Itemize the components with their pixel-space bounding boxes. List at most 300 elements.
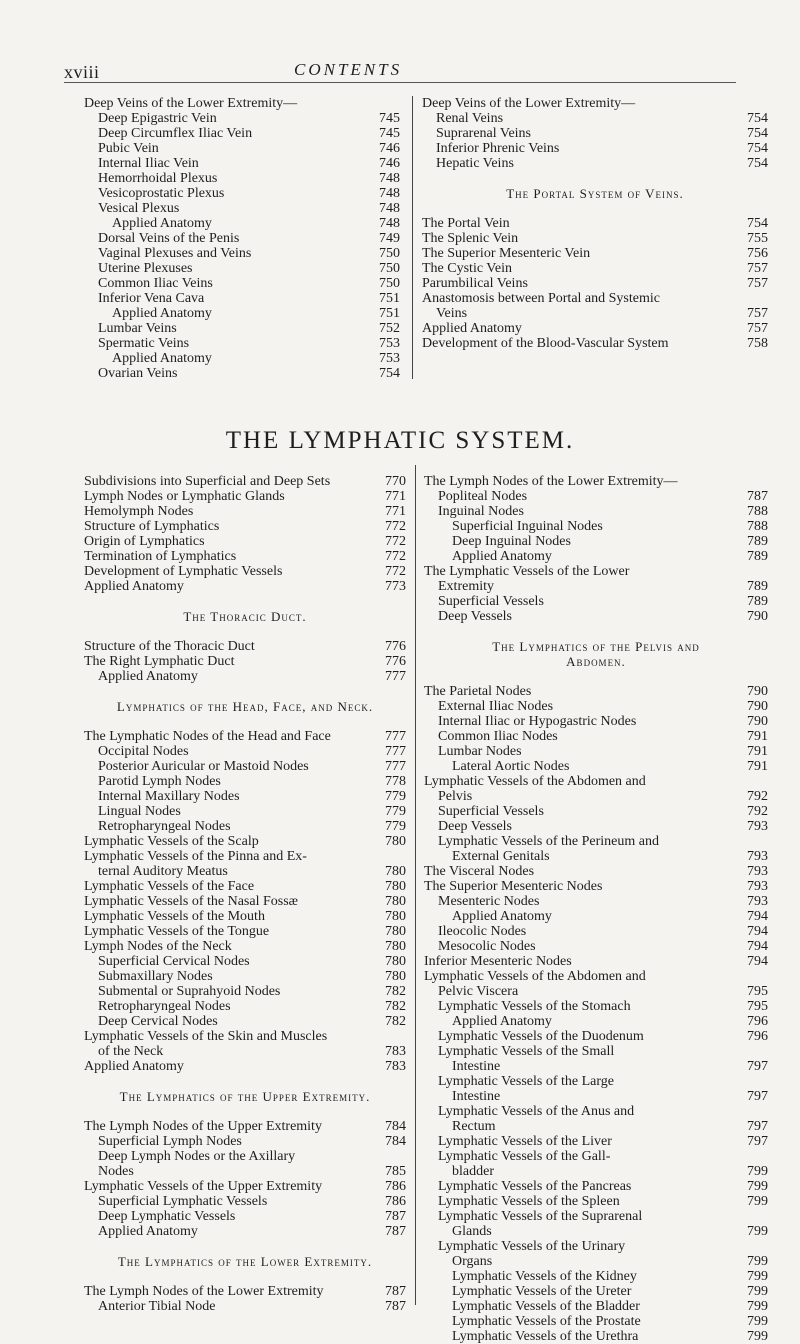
toc-entry-title: Lymph Nodes or Lymphatic Glands (84, 489, 285, 504)
toc-entry-page: 750 (379, 246, 400, 261)
toc-entry (424, 939, 768, 954)
toc-entry-page: 799 (747, 1194, 768, 1209)
toc-entry-title: Anastomosis between Portal and Systemic (422, 291, 660, 306)
toc-entry-title: Lumbar Veins (98, 321, 177, 336)
toc-entry (422, 141, 768, 156)
toc-entry-page: 780 (385, 939, 406, 954)
toc-entry (424, 1059, 768, 1074)
toc-entry (422, 216, 768, 231)
toc-entry-title: Lymphatic Vessels of the Ureter (452, 1284, 632, 1299)
toc-entry-page: 777 (385, 744, 406, 759)
toc-entry-title: Inferior Mesenteric Nodes (424, 954, 572, 969)
toc-entry-title: Posterior Auricular or Mastoid Nodes (98, 759, 309, 774)
toc-entry-title: Deep Lymph Nodes or the Axillary (98, 1149, 296, 1164)
toc-entry-title: Hepatic Veins (436, 156, 514, 171)
toc-entry-page: 782 (385, 1014, 406, 1029)
toc-entry-title: Lymphatic Vessels of the Bladder (452, 1299, 640, 1314)
toc-entry-title: Lymphatic Vessels of the Perineum and (438, 834, 659, 849)
toc-entry (84, 1284, 406, 1299)
toc-entry (424, 759, 768, 774)
toc-entry-page: 787 (747, 489, 768, 504)
toc-entry (422, 126, 768, 141)
toc-entry-title: Lymphatic Vessels of the Gall- (438, 1149, 611, 1164)
toc-entry (84, 639, 406, 654)
toc-entry-page: 776 (385, 654, 406, 669)
toc-subheading: Abdomen. (566, 654, 626, 669)
toc-entry-title: Lymphatic Vessels of the Liver (438, 1134, 612, 1149)
toc-entry (424, 1329, 768, 1344)
toc-entry-page: 748 (379, 201, 400, 216)
toc-entry (422, 276, 768, 291)
toc-entry (422, 156, 768, 171)
toc-entry (424, 519, 768, 534)
toc-entry (424, 804, 768, 819)
toc-entry (424, 864, 768, 879)
toc-entry (84, 1059, 406, 1074)
toc-entry-page: 777 (385, 669, 406, 684)
toc-entry-page: 756 (747, 246, 768, 261)
toc-entry-title: Vesical Plexus (98, 201, 180, 216)
toc-entry-title: Termination of Lymphatics (84, 549, 237, 564)
toc-entry-page: 780 (385, 969, 406, 984)
toc-entry (424, 984, 768, 999)
toc-entry-title: Lymphatic Vessels of the Abdomen and (424, 969, 646, 984)
toc-entry-page: 783 (385, 1059, 406, 1074)
toc-entry (424, 579, 768, 594)
toc-entry-title: Pubic Vein (98, 141, 159, 156)
toc-entry (84, 939, 406, 954)
toc-entry (424, 1224, 768, 1239)
toc-entry-page: 789 (747, 534, 768, 549)
toc-entry-title: Common Iliac Nodes (438, 729, 558, 744)
toc-entry-page: 770 (385, 474, 406, 489)
toc-entry (84, 894, 406, 909)
toc-entry-page: 757 (747, 321, 768, 336)
toc-entry (424, 1209, 768, 1224)
toc-entry-title: The Right Lymphatic Duct (84, 654, 235, 669)
toc-entry-title: Mesocolic Nodes (438, 939, 536, 954)
toc-entry-title: Vesicoprostatic Plexus (98, 186, 225, 201)
toc-entry-title: Lymphatic Vessels of the Kidney (452, 1269, 637, 1284)
toc-entry-title: Applied Anatomy (112, 216, 212, 231)
toc-entry (84, 864, 406, 879)
toc-entry-page: 789 (747, 579, 768, 594)
toc-entry-title: Structure of Lymphatics (84, 519, 220, 534)
toc-entry-title: Inferior Vena Cava (98, 291, 205, 306)
page-number: xviii (64, 62, 100, 82)
toc-entry (84, 909, 406, 924)
toc-entry (84, 111, 400, 126)
toc-entry-title: The Lymph Nodes of the Lower Extremity— (424, 474, 678, 489)
toc-entry-title: Parumbilical Veins (422, 276, 528, 291)
column-divider (415, 465, 416, 1305)
toc-entry-title: Lumbar Nodes (438, 744, 522, 759)
toc-entry-page: 750 (379, 276, 400, 291)
toc-entry (424, 1089, 768, 1104)
spacer (424, 624, 768, 639)
toc-entry (84, 504, 406, 519)
toc-entry-title: Applied Anatomy (452, 549, 552, 564)
toc-entry (84, 744, 406, 759)
toc-entry-page: 745 (379, 126, 400, 141)
toc-entry-title: External Genitals (452, 849, 550, 864)
toc-entry (84, 834, 406, 849)
toc-entry-title: Lymphatic Vessels of the Stomach (438, 999, 631, 1014)
toc-entry-title: Pelvic Viscera (438, 984, 519, 999)
toc-entry-title: Applied Anatomy (112, 306, 212, 321)
toc-entry (424, 909, 768, 924)
toc-entry-title: Deep Veins of the Lower Extremity— (84, 96, 298, 111)
toc-column-top-right (422, 96, 768, 351)
toc-entry (422, 336, 768, 351)
toc-entry-page: 794 (747, 939, 768, 954)
toc-entry-page: 791 (747, 744, 768, 759)
toc-entry-title: Mesenteric Nodes (438, 894, 540, 909)
toc-entry-page: 797 (747, 1059, 768, 1074)
toc-entry-page: 790 (747, 714, 768, 729)
toc-entry (84, 1134, 406, 1149)
toc-entry-page: 790 (747, 684, 768, 699)
toc-entry-title: Hemorrhoidal Plexus (98, 171, 218, 186)
toc-entry-page: 787 (385, 1209, 406, 1224)
toc-entry-title: Ovarian Veins (98, 366, 178, 381)
toc-entry (84, 1044, 406, 1059)
toc-entry-title: Retropharyngeal Nodes (98, 999, 231, 1014)
toc-entry-page: 794 (747, 909, 768, 924)
toc-entry (84, 474, 406, 489)
toc-entry-page: 746 (379, 156, 400, 171)
toc-entry-title: Deep Veins of the Lower Extremity— (422, 96, 636, 111)
toc-entry (84, 1209, 406, 1224)
toc-entry (84, 216, 400, 231)
toc-entry-page: 780 (385, 879, 406, 894)
toc-entry-title: Uterine Plexuses (98, 261, 193, 276)
toc-entry-title: Superficial Inguinal Nodes (452, 519, 603, 534)
toc-entry-page: 777 (385, 759, 406, 774)
toc-entry-page: 797 (747, 1089, 768, 1104)
toc-entry-title: Deep Vessels (438, 819, 513, 834)
toc-entry-title: Applied Anatomy (452, 1014, 552, 1029)
toc-column-top-left (84, 96, 400, 381)
toc-entry-title: Superficial Vessels (438, 594, 544, 609)
toc-entry (84, 804, 406, 819)
toc-entry-page: 772 (385, 549, 406, 564)
toc-entry-page: 782 (385, 999, 406, 1014)
toc-entry-page: 749 (379, 231, 400, 246)
toc-entry-title: Lymphatic Vessels of the Prostate (452, 1314, 641, 1329)
spacer (84, 1104, 406, 1119)
toc-entry-title: The Superior Mesenteric Nodes (424, 879, 603, 894)
toc-entry-page: 751 (379, 306, 400, 321)
toc-entry (424, 564, 768, 579)
toc-entry-page: 795 (747, 984, 768, 999)
toc-entry (84, 984, 406, 999)
toc-entry (84, 291, 400, 306)
toc-entry-page: 772 (385, 534, 406, 549)
column-divider (412, 96, 413, 379)
toc-entry (84, 366, 400, 381)
toc-entry-title: Nodes (98, 1164, 134, 1179)
toc-entry-title: Veins (436, 306, 468, 321)
toc-entry-page: 799 (747, 1254, 768, 1269)
toc-entry-page: 792 (747, 804, 768, 819)
toc-entry-title: Lymphatic Vessels of the Urinary (438, 1239, 626, 1254)
toc-entry-page: 748 (379, 216, 400, 231)
spacer (422, 201, 768, 216)
toc-entry-title: of the Neck (98, 1044, 164, 1059)
toc-subheading: The Portal System of Veins. (506, 186, 684, 201)
toc-entry-title: Extremity (438, 579, 494, 594)
toc-entry-title: Applied Anatomy (452, 909, 552, 924)
toc-entry (84, 489, 406, 504)
toc-entry-page: 772 (385, 519, 406, 534)
toc-entry-title: Lymphatic Vessels of the Upper Extremity (84, 1179, 323, 1194)
toc-entry (84, 669, 406, 684)
toc-entry (84, 729, 406, 744)
toc-entry-title: Applied Anatomy (422, 321, 522, 336)
toc-entry-title: Internal Iliac or Hypogastric Nodes (438, 714, 637, 729)
toc-entry (84, 564, 406, 579)
toc-entry-title: Deep Circumflex Iliac Vein (98, 126, 253, 141)
toc-entry-title: Origin of Lymphatics (84, 534, 205, 549)
toc-entry (424, 849, 768, 864)
toc-entry-title: The Lymphatic Vessels of the Lower (424, 564, 630, 579)
toc-entry-title: Superficial Vessels (438, 804, 544, 819)
toc-entry-page: 787 (385, 1299, 406, 1314)
toc-subheading: The Lymphatics of the Pelvis and (492, 639, 700, 654)
toc-entry-page: 754 (747, 126, 768, 141)
toc-entry (422, 291, 768, 306)
toc-entry-page: 793 (747, 879, 768, 894)
toc-entry-title: Lymphatic Vessels of the Scalp (84, 834, 259, 849)
toc-entry-page: 799 (747, 1269, 768, 1284)
toc-entry-page: 754 (747, 216, 768, 231)
toc-entry (84, 141, 400, 156)
toc-entry-page: 790 (747, 609, 768, 624)
toc-entry (84, 1029, 406, 1044)
toc-entry-page: 782 (385, 984, 406, 999)
toc-entry (424, 1164, 768, 1179)
toc-entry (84, 231, 400, 246)
toc-entry-page: 787 (385, 1284, 406, 1299)
toc-entry (84, 321, 400, 336)
toc-entry-title: Lymphatic Vessels of the Mouth (84, 909, 265, 924)
toc-entry-title: Lymphatic Vessels of the Spleen (438, 1194, 620, 1209)
toc-entry-page: 799 (747, 1179, 768, 1194)
toc-entry-title: Popliteal Nodes (438, 489, 528, 504)
toc-entry-page: 796 (747, 1014, 768, 1029)
toc-entry-title: Applied Anatomy (98, 1224, 198, 1239)
toc-entry-page: 799 (747, 1284, 768, 1299)
toc-entry-title: Spermatic Veins (98, 336, 190, 351)
toc-column-bottom-right (424, 474, 768, 1344)
toc-entry-page: 771 (385, 489, 406, 504)
toc-entry-title: Deep Epigastric Vein (98, 111, 217, 126)
toc-entry (84, 351, 400, 366)
toc-entry-title: Hemolymph Nodes (84, 504, 194, 519)
toc-entry-page: 758 (747, 336, 768, 351)
toc-entry-page: 793 (747, 819, 768, 834)
toc-entry-page: 799 (747, 1224, 768, 1239)
toc-entry (422, 321, 768, 336)
spacer (84, 594, 406, 609)
spacer (84, 1269, 406, 1284)
toc-entry (84, 171, 400, 186)
toc-entry-title: Superficial Lymph Nodes (98, 1134, 242, 1149)
toc-entry-title: Inguinal Nodes (438, 504, 524, 519)
toc-entry-title: Lymphatic Vessels of the Abdomen and (424, 774, 646, 789)
toc-entry-title: Parotid Lymph Nodes (98, 774, 221, 789)
toc-entry-title: Lymphatic Vessels of the Small (438, 1044, 615, 1059)
toc-entry-title: Lymphatic Vessels of the Pinna and Ex- (84, 849, 307, 864)
toc-entry (84, 819, 406, 834)
toc-entry-title: Lymphatic Vessels of the Suprarenal (438, 1209, 643, 1224)
toc-entry (424, 1104, 768, 1119)
spacer (84, 714, 406, 729)
toc-entry-page: 783 (385, 1044, 406, 1059)
toc-entry-title: Submental or Suprahyoid Nodes (98, 984, 281, 999)
toc-entry-page: 785 (385, 1164, 406, 1179)
toc-entry (424, 1299, 768, 1314)
toc-entry-page: 754 (747, 111, 768, 126)
toc-entry-title: Dorsal Veins of the Penis (98, 231, 240, 246)
toc-entry (424, 1134, 768, 1149)
toc-entry (424, 879, 768, 894)
toc-entry-title: Lymphatic Vessels of the Duodenum (438, 1029, 644, 1044)
toc-entry (84, 879, 406, 894)
toc-entry-title: Renal Veins (436, 111, 504, 126)
toc-entry-title: Lymphatic Vessels of the Anus and (438, 1104, 635, 1119)
toc-entry-page: 780 (385, 909, 406, 924)
toc-entry-title: Lingual Nodes (98, 804, 181, 819)
toc-entry-title: Lymphatic Vessels of the Tongue (84, 924, 270, 939)
toc-entry-title: Deep Vessels (438, 609, 513, 624)
toc-entry (84, 849, 406, 864)
spacer (422, 171, 768, 186)
toc-entry (84, 96, 400, 111)
toc-entry-page: 799 (747, 1329, 768, 1344)
toc-entry (424, 1239, 768, 1254)
toc-entry-page: 779 (385, 819, 406, 834)
toc-entry-page: 753 (379, 336, 400, 351)
toc-entry (424, 609, 768, 624)
toc-entry-title: Development of Lymphatic Vessels (84, 564, 283, 579)
toc-entry (424, 954, 768, 969)
toc-entry (84, 654, 406, 669)
toc-entry-page: 789 (747, 549, 768, 564)
toc-subheading: Lymphatics of the Head, Face, and Neck. (116, 699, 374, 714)
toc-entry (84, 336, 400, 351)
toc-entry (84, 126, 400, 141)
toc-entry (424, 474, 768, 489)
toc-entry-title: Applied Anatomy (112, 351, 212, 366)
toc-entry (424, 834, 768, 849)
section-title: THE LYMPHATIC SYSTEM. (225, 427, 575, 454)
toc-entry-page: 789 (747, 594, 768, 609)
spacer (84, 624, 406, 639)
toc-entry-page: 773 (385, 579, 406, 594)
toc-entry (424, 999, 768, 1014)
toc-entry (424, 1119, 768, 1134)
toc-entry-title: The Parietal Nodes (424, 684, 532, 699)
toc-entry-page: 784 (385, 1134, 406, 1149)
toc-entry-page: 796 (747, 1029, 768, 1044)
toc-entry-page: 792 (747, 789, 768, 804)
toc-entry-title: The Lymph Nodes of the Lower Extremity (84, 1284, 324, 1299)
toc-entry-page: 778 (385, 774, 406, 789)
toc-entry (424, 534, 768, 549)
toc-subheading: The Lymphatics of the Lower Extremity. (117, 1254, 373, 1269)
toc-subheading: The Lymphatics of the Upper Extremity. (119, 1089, 371, 1104)
toc-entry-page: 753 (379, 351, 400, 366)
toc-entry-title: Lateral Aortic Nodes (452, 759, 570, 774)
toc-entry-title: Lymphatic Vessels of the Nasal Fossæ (84, 894, 299, 909)
toc-entry (84, 1149, 406, 1164)
toc-entry-page: 754 (379, 366, 400, 381)
toc-entry-title: Inferior Phrenic Veins (436, 141, 560, 156)
spacer (84, 684, 406, 699)
toc-entry-title: Ileocolic Nodes (438, 924, 527, 939)
toc-entry (424, 819, 768, 834)
toc-entry-page: 754 (747, 156, 768, 171)
toc-entry (84, 969, 406, 984)
toc-entry (84, 186, 400, 201)
toc-entry-title: External Iliac Nodes (438, 699, 554, 714)
toc-entry-title: Occipital Nodes (98, 744, 189, 759)
toc-entry-title: The Superior Mesenteric Vein (422, 246, 591, 261)
toc-entry-title: Subdivisions into Superficial and Deep Sets (84, 474, 331, 489)
toc-entry-page: 751 (379, 291, 400, 306)
toc-entry-page: 787 (385, 1224, 406, 1239)
toc-entry (84, 579, 406, 594)
toc-entry-title: ternal Auditory Meatus (98, 864, 228, 879)
toc-entry-title: Lymphatic Vessels of the Pancreas (438, 1179, 632, 1194)
toc-entry-title: Intestine (452, 1089, 501, 1104)
toc-entry (84, 1014, 406, 1029)
toc-entry (424, 684, 768, 699)
toc-entry-page: 748 (379, 186, 400, 201)
toc-entry-title: Vaginal Plexuses and Veins (98, 246, 252, 261)
spacer (84, 1074, 406, 1089)
toc-entry-page: 791 (747, 759, 768, 774)
toc-entry (424, 774, 768, 789)
toc-entry (84, 759, 406, 774)
toc-entry-title: Anterior Tibial Node (98, 1299, 216, 1314)
toc-entry-title: Lymph Nodes of the Neck (84, 939, 232, 954)
toc-entry (84, 519, 406, 534)
toc-entry (424, 489, 768, 504)
toc-entry-page: 754 (747, 141, 768, 156)
toc-entry-title: Retropharyngeal Nodes (98, 819, 231, 834)
spacer (84, 1239, 406, 1254)
toc-entry-title: Organs (452, 1254, 493, 1269)
toc-entry (84, 1299, 406, 1314)
toc-entry (424, 744, 768, 759)
toc-entry (84, 1194, 406, 1209)
toc-entry (424, 1014, 768, 1029)
toc-entry-title: Structure of the Thoracic Duct (84, 639, 255, 654)
toc-entry (84, 1119, 406, 1134)
toc-entry-page: 780 (385, 894, 406, 909)
toc-entry-page: 748 (379, 171, 400, 186)
toc-entry-page: 784 (385, 1119, 406, 1134)
toc-entry-title: Suprarenal Veins (436, 126, 531, 141)
toc-entry-page: 790 (747, 699, 768, 714)
toc-entry-page: 779 (385, 789, 406, 804)
toc-entry (84, 246, 400, 261)
toc-entry (424, 789, 768, 804)
toc-entry-title: Intestine (452, 1059, 501, 1074)
